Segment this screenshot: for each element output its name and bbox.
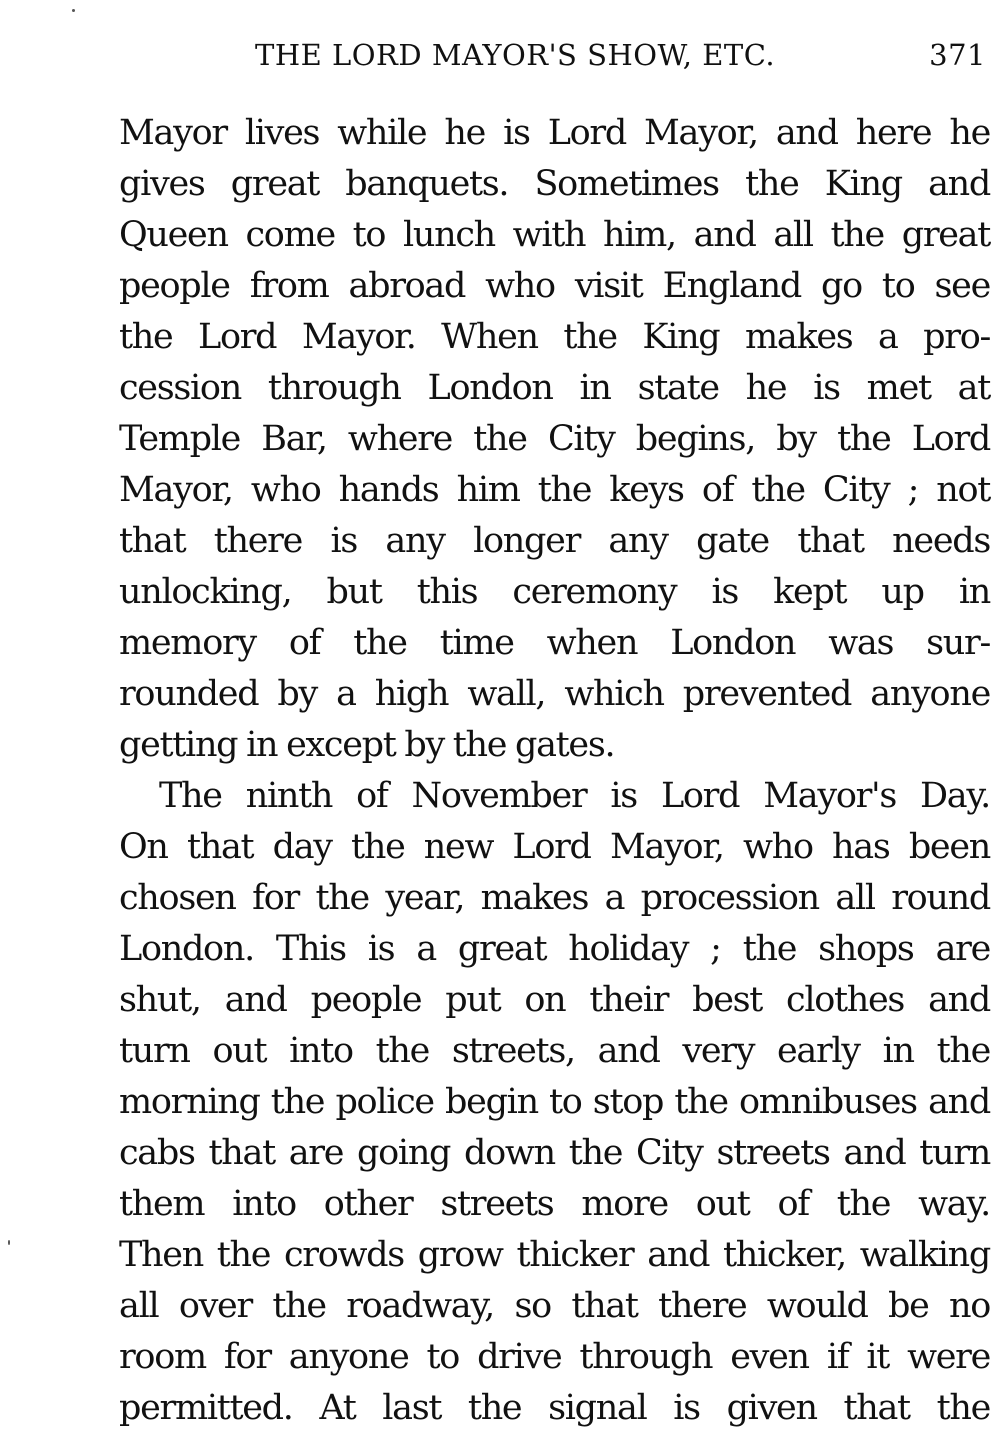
text-line: On that day the new Lord Mayor, who has been <box>119 827 990 867</box>
text-line: them into other streets more out of the way. <box>119 1184 990 1224</box>
text-line: gives great banquets. Sometimes the King and <box>119 164 990 204</box>
text-line: The ninth of November is Lord Mayor's Day. <box>159 776 990 816</box>
text-line: Queen come to lunch with him, and all the great <box>119 215 990 255</box>
running-head <box>255 38 990 82</box>
text-line: Then the crowds grow thicker and thicker, walking <box>119 1235 990 1275</box>
page-number: 371 <box>929 38 986 72</box>
text-line: cession through London in state he is met at <box>119 368 990 408</box>
text-line: rounded by a high wall, which prevented anyone <box>119 674 990 714</box>
scan-speck <box>72 9 75 12</box>
text-line: all over the roadway, so that there would be no <box>119 1286 990 1326</box>
text-line: people from abroad who visit England go to see <box>119 266 990 306</box>
text-line: unlocking, but this ceremony is kept up in <box>119 572 990 612</box>
text-line: the Lord Mayor. When the King makes a pro- <box>119 317 990 357</box>
text-line: turn out into the streets, and very early in the <box>119 1031 990 1071</box>
text-line: London. This is a great holiday ; the shops are <box>119 929 990 969</box>
scan-speck <box>8 1240 10 1245</box>
text-line: memory of the time when London was sur- <box>119 623 990 663</box>
paragraph <box>119 108 990 771</box>
text-line: Mayor, who hands him the keys of the City ; not <box>119 470 990 510</box>
text-line: that there is any longer any gate that needs <box>119 521 990 561</box>
text-line: shut, and people put on their best clothes and <box>119 980 990 1020</box>
text-line: Mayor lives while he is Lord Mayor, and here he <box>119 113 990 153</box>
text-line: cabs that are going down the City streets and turn <box>119 1133 990 1173</box>
text-line: chosen for the year, makes a procession all round <box>119 878 990 918</box>
body-text <box>119 108 990 1434</box>
text-line: permitted. At last the signal is given that the <box>119 1388 990 1428</box>
text-line: morning the police begin to stop the omnibuses and <box>119 1082 990 1122</box>
text-line: room for anyone to drive through even if it were <box>119 1337 990 1377</box>
text-line: Temple Bar, where the City begins, by the Lord <box>119 419 990 459</box>
text-line: getting in except by the gates. <box>119 725 615 765</box>
running-head-title: THE LORD MAYOR'S SHOW, ETC. <box>255 38 776 72</box>
paragraph <box>119 771 990 1434</box>
